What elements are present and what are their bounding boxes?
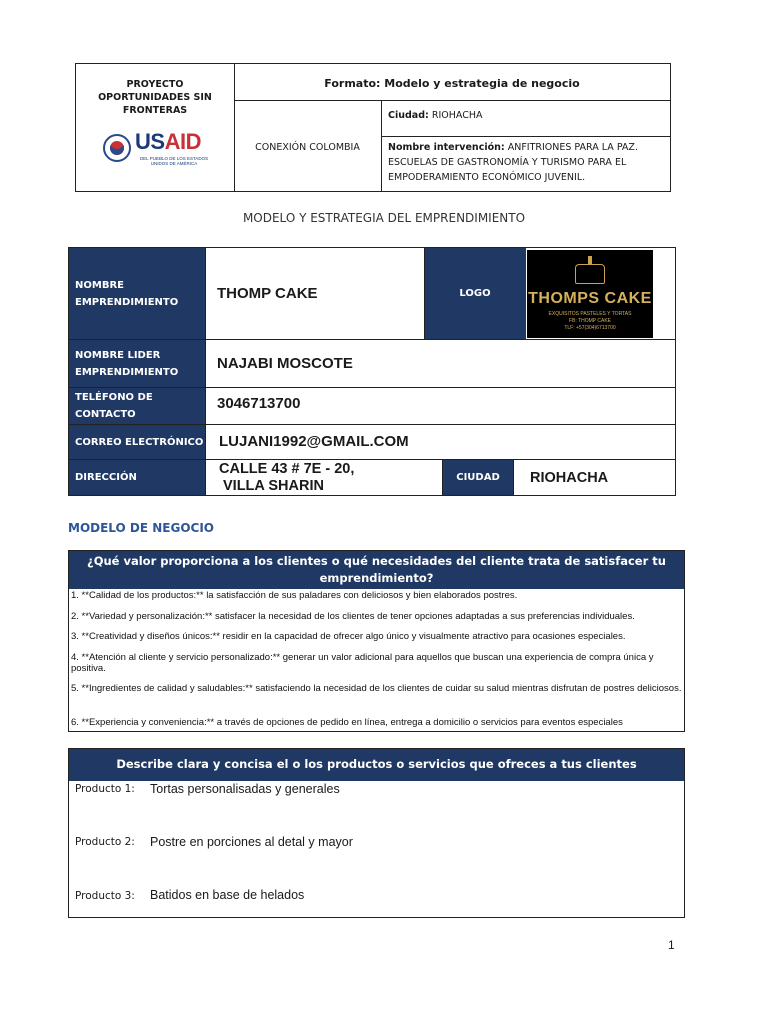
logo-subtext: EXQUISITOS PASTELES Y TORTAS FB: THOMP CAKE TLF: +57(304)6713700 [548, 311, 632, 331]
header-table [75, 63, 671, 192]
email-value: LUJANI1992@GMAIL.COM [219, 432, 409, 450]
project-line: FRONTERAS [122, 105, 188, 116]
email-label: CORREO ELECTRÓNICO [69, 425, 205, 459]
product-value: Postre en porciones al detal y mayor [150, 835, 353, 849]
format-title: Formato: Modelo y estrategia de negocio [324, 77, 580, 90]
list-item: 6. **Experiencia y conveniencia:** a través de opciones de pedido en línea, entrega a domicilio o servicios para eventos especiales [71, 717, 623, 728]
list-item: 1. **Calidad de los productos:** la satisfacción de sus paladares con deliciosos y bien elaborados postres. [71, 590, 518, 601]
address-value: CALLE 43 # 7E - 20, VILLA SHARIN [219, 461, 355, 494]
product-label: Producto 2: [75, 836, 135, 848]
project-name [76, 78, 234, 117]
divider [381, 100, 382, 191]
list-item: 3. **Creatividad y diseños únicos:** residir en la capacidad de ofrecer algo único y visualmente atractivo para ocasiones especiales. [71, 631, 626, 642]
product-label: Producto 1: [75, 783, 135, 795]
products-question: Describe clara y concisa el o los productos o servicios que ofreces a tus clientes [69, 749, 684, 781]
city-label: CIUDAD [443, 460, 513, 495]
intervention-name: Nombre intervención: ANFITRIONES PARA LA PAZ. ESCUELAS DE GASTRONOMÍA Y TURISMO PARA EL EMPODERAMIENTO ECONÓMICO JUVENIL. [388, 142, 638, 183]
divider [424, 248, 425, 339]
divider [234, 100, 670, 101]
products-box [68, 748, 685, 918]
list-item: 5. **Ingredientes de calidad y saludables:** satisfaciendo la necesidad de los clientes de cuidar su salud mientras disfrutan de postres deliciosos. [71, 683, 682, 694]
usaid-wordmark: USAID [135, 129, 201, 154]
phone-label: TELÉFONO DE CONTACTO [69, 388, 205, 424]
project-line: OPORTUNIDADES SIN [98, 92, 212, 103]
usaid-tagline: DEL PUEBLO DE LOS ESTADOS UNIDOS DE AMÉRICA [139, 156, 209, 166]
leader-label: NOMBRE LIDER EMPRENDIMIENTO [69, 340, 205, 387]
divider [513, 460, 514, 495]
cake-icon [571, 256, 609, 286]
divider [381, 136, 670, 137]
program-name: CONEXIÓN COLOMBIA [255, 142, 360, 153]
page-title: MODELO Y ESTRATEGIA DEL EMPRENDIMIENTO [242, 211, 526, 225]
project-line: PROYECTO [126, 79, 184, 90]
venture-name-label: NOMBRE EMPRENDIMIENTO [69, 248, 205, 339]
usaid-seal-icon [103, 134, 131, 162]
address-label: DIRECCIÓN [69, 460, 205, 495]
venture-name-value: THOMP CAKE [217, 285, 318, 302]
city-value: RIOHACHA [530, 469, 609, 486]
venture-info-table [68, 247, 676, 496]
page-number: 1 [668, 938, 675, 952]
section-title: MODELO DE NEGOCIO [68, 521, 214, 535]
product-value: Tortas personalisadas y generales [150, 782, 340, 796]
usaid-logo [103, 129, 213, 170]
leader-value: NAJABI MOSCOTE [217, 355, 353, 372]
value-question: ¿Qué valor proporciona a los clientes o qué necesidades del cliente trata de satisfacer tu emprendimiento? [69, 551, 684, 589]
phone-value: 3046713700 [217, 394, 301, 412]
list-item: 4. **Atención al cliente y servicio personalizado:** generar un valor adicional para aquellos que buscan una experiencia de compra única y positiva. [71, 652, 654, 674]
venture-logo [527, 250, 653, 338]
product-label: Producto 3: [75, 890, 135, 902]
logo-label: LOGO [424, 248, 526, 339]
value-proposition-box [68, 550, 685, 732]
list-item: 2. **Variedad y personalización:** satisfacer la necesidad de los clientes de tener opciones adaptadas a sus preferencias individuales. [71, 611, 635, 622]
header-city: Ciudad: RIOHACHA [388, 110, 483, 121]
product-value: Batidos en base de helados [150, 888, 305, 902]
divider [205, 248, 206, 495]
logo-brand: THOMPS CAKE [528, 290, 652, 307]
